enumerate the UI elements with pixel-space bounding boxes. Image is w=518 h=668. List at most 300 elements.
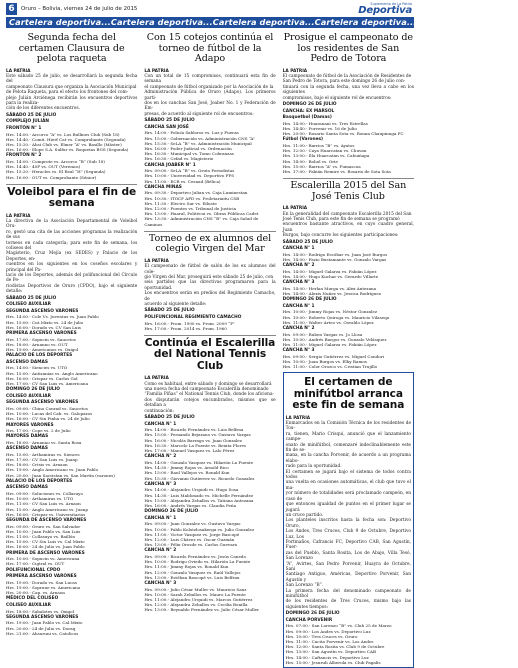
page-number: 6 [6, 3, 17, 15]
match-item: Hrs. 15:00.- Jesuruli Alberola vs. Club Pagalis [285, 659, 381, 665]
body-line: mana, en la cancha Porvenir, de acuerdo a un programa elabo- [285, 453, 411, 464]
match-item: Hrs. 09:00.- Sergio Gutiérrez vs. Miguel Condori [282, 353, 385, 359]
match-item: Hrs. 12:00.- Santa Rosita vs. Club 9 de Octubre [285, 644, 385, 650]
match-list [6, 428, 137, 433]
body-line: una nueva fecha del campeonato Escalerilla denominado [144, 387, 269, 393]
body-line: “A”, Avirtes, San Pedro Porvenir, Huayra de Octubre, Sani [285, 561, 411, 572]
match-item: Hrs. 17:00.- Prom. 2014 vs. Prom. 1960 [144, 325, 227, 331]
article-body [283, 74, 414, 101]
body-line: una vuelta en ocasiones automáticas, el club que tuvo el ma- [285, 480, 411, 491]
body-line: compromisos, bajo el siguiente rol de encuentros: [282, 95, 392, 101]
match-list [6, 452, 137, 478]
match-list [6, 314, 137, 330]
court-heading: CANCHA N° 2 [282, 325, 315, 331]
body-line: de Pelota Raqueta, para el efecto los frontones del com- [6, 90, 129, 96]
schedule-date: SÁBADO 25 DE JULIO [6, 295, 57, 301]
match-item: Hrs. 17:00.- Sopucin vs. Saucetos [6, 336, 76, 342]
court-heading: FRONTÓN N° 1 [6, 125, 42, 131]
match-item: Hrs. 10:00.- Lucas del Cab. vs. Galopazos [6, 411, 93, 417]
category-heading: SEGUNDA ASCENSO VARONES [6, 308, 79, 314]
body-line: Enmarcados en la Comisión Técnica de los residentes de Tou- [285, 421, 411, 432]
schedule-date: DOMINGO 26 DE JULIO [282, 101, 337, 107]
venue-heading: POLIFUNCIONAL CPDO [6, 567, 61, 573]
match-item: Hrs. 09:00.- Oruro vs. San Salvador [6, 523, 81, 529]
match-item: Hrs. 15:00.- Arthamiras vs. Siences [6, 451, 80, 457]
match-item: Hrs. 13:00.- Estéban Bascopé vs. Luis Belfrau [144, 574, 240, 580]
match-list [283, 121, 414, 137]
court-heading: CANCHA N° 1 [144, 515, 177, 521]
section-banner: Cartelera deportiva...Cartelera deportiva...Cartelera deportiva...Cartelera deportiva...Cartelera deportiva... [6, 17, 414, 28]
category-heading: Basquetbol (Damas) [282, 115, 332, 121]
match-item: Hrs. 18:00.- Sabalotes vs. Oxigol [6, 608, 74, 614]
match-item: Hrs. 13:00.- Félix Orosde vs. Carlos Guevara [144, 542, 238, 548]
article-columns [6, 28, 414, 665]
body-line: el campeonato de fútbol organizado por la Asociación de la [144, 84, 274, 90]
match-item: Hrs. 09:00.- Ruben Vargas vs. Jo Llosa [282, 331, 363, 337]
match-item: Hrs. 11:00.- Victor Vasquez vs. Jorge Bascopé [144, 531, 240, 537]
match-item: Hrs. 16:30.- Municipal vs. Tomo Cobranzas [144, 151, 234, 157]
body-line: dos disputarán cotejos encumbrados, mismos que se detallan a [144, 397, 276, 409]
body-line: dos en los canchas San José, Joaber No. 1 y Federación de Em- [144, 100, 276, 112]
match-list [144, 554, 275, 580]
match-item: Hrs. 14:00.- Alejandro Urquidi vs. Hugo Sosa [144, 487, 239, 493]
match-item: Hrs. 15:20.- Ahsi Club vs. Elmer “A” vs. Basillo (Máster) [6, 141, 122, 147]
article-body [6, 219, 137, 295]
match-item: Hrs. 17:00.- CV San Luis vs. Americana [6, 381, 89, 387]
match-item: Hrs. 16:00.- Prom. 1990 vs. Prom. 2009 “F” [144, 320, 236, 326]
body-line: ción de los diferentes encuentros. [6, 106, 80, 112]
match-item: Hrs. 20:00.- Cap. vs. Arnaon [6, 590, 65, 596]
article-headline: Prosigue el campeonato de los residentes de San Pedro de Totora [283, 32, 413, 64]
venue-heading: POLIFUNCIONAL REGIMIENTO CAMACHO [144, 315, 242, 321]
match-list [144, 168, 275, 184]
match-item: Hrs. 16:30.- Marcelo La Fuente vs. Benita Flores [144, 442, 246, 448]
article-byline: LA PATRIA [6, 213, 31, 219]
body-line: El campeonato de fútbol de salón de los ex alumnos del cole- [144, 264, 276, 275]
boxed-article [283, 372, 414, 668]
body-line: Como es habitual, entre sábado y domingo se desarrollará [144, 381, 272, 387]
venue-heading: CANCHA JOABER N° 1 [144, 162, 196, 168]
venue-heading: CANCHA PORVENIR [285, 617, 333, 623]
body-line: Magisterio, Cruz Mejía (ex SEDES) y Palacio de los Deportes, en- [6, 251, 138, 262]
body-line: Los Andes, Tres Cruces, Club 9 de Octubre, Deportivo Luz, Los [285, 529, 411, 540]
schedule-date: SÁBADO 25 DE JULIO [144, 415, 195, 421]
match-item: Hrs. 07:00.- San Lorenzo “B” vs. Club 25 de Marzo [285, 623, 392, 629]
match-item: Hrs. 10:00.- Andrés Burgos vs. Gonzalo Velásquez [282, 336, 387, 342]
match-item: Hrs. 10:00.- Roberto Quiroga vs. Mauricio Vilaseqa [282, 314, 390, 320]
match-item: Hrs. 09:00.- Chino Conrad vs. Saucetos [6, 406, 88, 412]
article-headline: Con 15 cotejos continúa el torneo de fútbol de la Adapo [146, 32, 274, 64]
body-line: lacio de los Deportes, además del polifuncional del Círculo de Pe- [6, 273, 138, 284]
match-item: Hrs. 14:00.- Policía Sabloros vs. Luz y Fuerza [144, 130, 239, 136]
court-heading: CANCHA N° 3 [282, 348, 315, 354]
body-line: La directiva de la Asociación Departamental de Voleibol Oru- [6, 218, 138, 230]
schedule-date: DOMINGO 26 DE JULIO [285, 611, 340, 617]
match-item: Hrs. 11:00.- Miguel Galarza vs. Fabián López [282, 341, 377, 347]
article-body [144, 264, 275, 307]
match-item: Hrs. 10:00.- Arthamiras vs. UTO [6, 496, 74, 502]
match-item: Hrs. 14:00.- Siencies vs. UTO [6, 365, 68, 371]
match-item: Hrs. 10:00.- Juan Pablo vs. San Luis [6, 528, 81, 534]
match-list [144, 487, 275, 508]
column-1 [6, 31, 138, 636]
match-item: Hrs. 12:00.- Gonzalo Vasquez vs. Raúl Vallejos [144, 569, 241, 575]
dateline: Oruro – Bolivia, viernes 24 de julio de 2015 [21, 5, 138, 12]
article-headline: Segunda fecha del certamen Clausura de pelota raqueta [18, 32, 125, 64]
article-body [6, 74, 137, 112]
category-heading: PRIMERA DE ASCENSO VARONES [6, 550, 85, 556]
body-line: tinuará con la segunda fecha, una vez lleva a cabo en los siguientes [282, 84, 414, 96]
body-line: riodistas Deportivos de Oruro (CPDO), bajo el siguiente detalle: [6, 283, 138, 295]
match-item: Hrs. 13:00.- Huaral, Politécni vs. Obras Públicas Cadet [144, 211, 259, 217]
article-byline: LA PATRIA [144, 68, 169, 74]
venue-heading: COMPLEJO JULIÁN [6, 119, 49, 125]
match-item: Hrs. 11:00.- Alejandro Urquidi vs. Marcos Gutiérrez [144, 596, 253, 602]
divider [144, 335, 275, 336]
match-item: Hrs. 17:00.- Manuel Vasquez vs. Lalo Pérez [144, 448, 235, 454]
venue-heading: COLISEO AUXILIAR [6, 603, 51, 609]
match-list [283, 332, 414, 348]
match-item: Hrs. 15:00.- Alejandra Zeballos vs. Tatiana Antezana [144, 497, 254, 503]
body-line: plejo Julián Arciénega recibirán los encuentros deportivos para la realiza- [6, 95, 138, 106]
divider [144, 231, 275, 232]
article-byline: LA PATRIA [282, 206, 308, 212]
match-item: Hrs. 11:00.- ECR vs. Cesnad (Bélica) [144, 178, 221, 184]
divider [283, 178, 414, 179]
match-item: Hrs. 13:30.- Administración CNS “B” vs. Caja Salud de [144, 216, 259, 222]
match-item: Hrs. 14:30.- Jimmy Rojas vs. Arnold Rico [144, 465, 229, 471]
venue-heading: PALACIO DE LOS DEPORTES [6, 478, 73, 484]
match-item: Hrs. 09:00.- SeLA “B” vs. Oruto Periodistas [144, 168, 235, 174]
match-item: Hrs. 11:30.- Electro Sur vs. Eiluste [144, 200, 217, 206]
article-byline: LA PATRIA [144, 258, 169, 264]
court-heading: CANCHA N° 3 [144, 481, 177, 487]
match-list [6, 524, 137, 550]
logo-wordmark: Deportiva [358, 5, 412, 16]
match-item: Hrs. 13:00.- Illa Huarcatan vs. Cahuiñapa [282, 153, 370, 159]
match-item: Hrs. 16:00.- Crispar vs. Universitarios [6, 511, 86, 517]
match-item: Hrs. 14:40.- 40F vs. OUT (Veremos) [6, 164, 81, 170]
match-list [144, 427, 275, 453]
match-item: Hrs. 20:00.- Rosario Santa Sota vs. Ronan Chaupinuga FC [282, 131, 404, 137]
body-line: yor número de totalidades será proclamado campeón, en caso de [285, 491, 411, 502]
match-item: Hrs. 14:00.- Huaranani vs. Tres Estrellas [282, 120, 368, 126]
article-headline: El certamen de minifútbol arranca este fin de semana [292, 376, 405, 412]
schedule-date: SÁBADO 25 DE JULIO [282, 239, 333, 245]
body-line: continuación: [144, 408, 174, 414]
match-list [144, 587, 275, 613]
match-item: Hrs. 14:00.- Arcorco “A” vs. Los Bullines Club (Sub 18) [6, 131, 120, 137]
body-line: presas, de acuerdo al siguiente rol de encuentros: [144, 111, 254, 117]
match-item: Hrs. 18:00.- Crtsis vs. Arnaon [6, 462, 68, 468]
match-item: Hrs. 10:00.- Sarah Zeballos vs. Mauro La Fuente [144, 591, 246, 597]
match-item: Hrs. 14:40.- Porvenir vs. 16 de Julio [282, 125, 357, 131]
match-item: Hrs. 19:00.- Juan Pablo vs. Cal.Mixto [6, 620, 83, 626]
match-item: Hrs. 15:00.- Barrios “A” vs. Fumascoa [282, 163, 361, 169]
body-line: onato de minifútbol, comenzaré indeclinablemente este fin de se- [285, 442, 411, 454]
match-list [144, 321, 275, 331]
match-item: Hrs. 09:00.- Julio César Muller vs. Mauricio Sanz [144, 586, 247, 592]
venue-heading: CANCHA SAN JOSÉ [144, 124, 189, 130]
body-line: campeonato Clausura que organiza la Asociación Municipal [6, 84, 137, 90]
match-item: Hrs. 15:00.- CV Sin Luis vs. Cal Mixto [6, 539, 85, 545]
category-heading: ASCENSO DAMAS [6, 446, 48, 452]
court-heading: CANCHA N° 3 [144, 580, 177, 586]
match-item: Hrs. 11:00.- Walter Arteo vs. Osvaldo López [282, 319, 374, 325]
match-item: Hrs. 14:00.- Herlan Murga vs. Alex Antezana [282, 285, 377, 291]
article-headline: Torneo de ex alumnos del colegio Virgen del Mar [148, 232, 272, 255]
match-item: Hrs. 09:00.- Los Andes vs. Deportivo Luz [285, 628, 371, 634]
match-item: Hrs. 17:00.- Cigtral vs. OUT [6, 561, 65, 567]
schedule-date: DOMINGO 26 DE JULIO [144, 509, 199, 515]
category-heading: Fútbol (Varones) [282, 137, 324, 143]
match-item: Hrs. 18:00.- Arnanno vs. Santa Rosa [6, 440, 82, 446]
match-item: Hrs. 13:00.- San Agustín vs. Deportivo CAB [285, 649, 376, 655]
schedule-date: SÁBADO 25 DE JULIO [144, 308, 195, 314]
match-item: Hrs. 19:00.- Americanos vs. Oxigol [6, 347, 79, 353]
match-item: Hrs. 15:00.- Gobernación vs. Administración CNS “A” [144, 135, 255, 141]
match-item: Hrs. 16:00.- Elope S.A. Sulfur vs. Roquetas BGS (Segunda) [6, 147, 129, 153]
column-2 [144, 31, 276, 613]
body-line: José Tenis Club, para este fin de semana se programó [282, 216, 400, 222]
body-line: de los residentes de Tres Cruces, mismo bajo las siguientes tiempos: [285, 599, 411, 610]
schedule-date: SÁBADO 25 DE JULIO [6, 112, 57, 118]
court-heading: FRONTÓN N° 2 [6, 153, 42, 159]
supplement-logo [338, 2, 412, 16]
match-item: Hrs. 14:00.- Alexis Nuñez vs. Jessica Rodríguez [282, 290, 382, 296]
match-item: Hrs. 16:00.- OUT vs. Comprobante (Sénior) [6, 174, 97, 180]
match-list [6, 406, 137, 422]
body-line: Portmaños, Cafrancis FC, Deportivo CAB, San Agustín, Fuer- [285, 539, 411, 551]
venue-heading: PALACIO DE LOS DEPORTES [6, 353, 73, 359]
article-body [144, 74, 275, 117]
match-list [283, 354, 414, 370]
match-list [144, 190, 275, 226]
match-item: Hrs. 15:00.- Raul Vallejos vs. Ronald Kun [144, 470, 230, 476]
schedule-date: DOMINGO 26 DE JULIO [282, 297, 337, 303]
body-line: un cruce partido. [285, 512, 324, 518]
body-line: acuerdo al siguiente detalle: [144, 302, 207, 308]
body-line: Los planteles inscritos hasta la fecha son: Deportivo Oruro, [285, 518, 411, 529]
category-heading: PRIMERA ASCENSO VARONES [6, 574, 77, 580]
match-item: Hrs. 10:00.- Juan Burgos vs. Elky Ramos [282, 358, 367, 364]
match-item: Hrs. 19:00.- Dorado vs. San Lucas [6, 579, 77, 585]
match-list [6, 556, 137, 566]
match-item: Hrs. 16:00.- Andrés Vargas vs. Claudia Peña [144, 502, 237, 508]
body-line: seis partidos que las directivas programaron para la oportunidad. [144, 280, 276, 291]
article-body [286, 421, 411, 610]
body-line: encuentros bastante atractivos, en cuyo cuadro general, Juan [282, 222, 414, 233]
match-item: Hrs. 19:00.- Soprune vs. Americano [6, 585, 81, 591]
match-list [144, 460, 275, 481]
match-item: Hrs. 14:00.- Gonzalo Vasquez vs. Hilarión La Fuente [144, 459, 254, 465]
body-line: San Lorenzo “B”. [285, 583, 324, 589]
match-item: Hrs. 12:00.- Fuentes vs. Tribunal de Justicia [144, 205, 237, 211]
page-header [6, 0, 414, 17]
match-list [144, 130, 275, 161]
venue-heading: COLISEO AUXILIAR [6, 302, 51, 308]
match-item: Hrs. 14:00.- Rodrigo Escóbar vs. Juan José Burgos [282, 251, 388, 257]
match-item: Hrs. 12:00.- Caya Huarcatan vs. Chuvan [282, 148, 367, 154]
body-line: gio Virgen del Mar, proseguirá este sábado 25 de julio, con [144, 275, 274, 280]
match-item: Hrs. 15:00.- Fernando Bejarano vs. Gustavo Vargas [144, 432, 251, 438]
match-item: Hrs. 14:00.- Caftancis vs. Deportivo Luz [285, 654, 369, 660]
article-headline: Continúa el Escalerilla del National Tennis Club [144, 337, 276, 372]
match-item: Hrs. 11:00.- CV San Luis vs. Arnaon [6, 501, 81, 507]
schedule-date: MÉDICO DEL COLISEO [6, 596, 59, 602]
match-item: Hrs. 20:00.- 24 de Julio vs. Doraq [6, 625, 76, 631]
category-heading: MAYORES DAMAS [6, 434, 49, 440]
match-list [283, 269, 414, 279]
schedule-date: SÁBADO 25 DE JULIO [144, 118, 195, 124]
body-line: Este sábado 25 de julio, se desarrollará la segunda fecha del [6, 73, 138, 85]
match-item: Hrs. 10:30.- ITOCP AFD vs. Proletariaitu CSB [144, 195, 240, 201]
match-item: Hrs. 16:00.- 24 de Julio vs. Juan Pablo [6, 544, 85, 550]
match-item: Hrs. 17:00.- Cope vs. 2 de Julio [6, 428, 71, 434]
match-item: Hrs. 12:00.- Luis Chávez vs. Oscar Guzmán [144, 536, 235, 542]
body-line: Con un total de 15 compromisos, continuará esta fin de semana [144, 73, 276, 85]
match-item: Hrs. 15:30.- SeLA “B” vs. Administración Municipal [144, 140, 252, 146]
article-body [283, 212, 414, 239]
match-item: Hrs. 16:00.- Dorado vs. CV San Luis [6, 324, 81, 330]
match-list [6, 609, 137, 614]
body-line: “Familia Piñas” el National Tennis Club, donde los aficiona- [144, 392, 274, 398]
category-heading: MAYORES VARONES [6, 422, 54, 428]
match-list [144, 521, 275, 547]
match-list [283, 286, 414, 296]
match-item: Hrs. 15:00.- Anglo Americano vs. Juanp [6, 506, 88, 512]
schedule-date: DOMINGO 26 DE JULIO [6, 387, 60, 393]
match-item: Hrs. 12:00.- Alejandra Zeballos vs. Cecilia Bonilla [144, 602, 248, 608]
body-line: Burgos, bajo concurre los siguientes participaciones: [282, 233, 399, 239]
match-item: Hrs. 21:00.- Ahsuruni vs. Catolicos [6, 630, 79, 636]
match-item: Hrs. 15:00.- Antizanias vs. Anglo Americano [6, 370, 98, 376]
match-item: Hrs. 19:00.- Anglo Americano vs. Juan Pablo [6, 467, 99, 473]
match-list [283, 252, 414, 262]
article-headline: Voleibol para el fin de semana [7, 185, 137, 210]
match-list [6, 440, 137, 445]
body-line: San Pedro de Totora, para este domingo 26 de julio con- [282, 79, 406, 85]
match-item: Hrs. 14:00.- Comprote vs. Arcorco “B” (Sub 18) [6, 158, 105, 164]
match-item: Hrs. 09:00.- Ricardo Fernández vs. Jesús Canedo [144, 553, 246, 559]
match-item: Hrs. 14:00.- Cole Vs. Juventus vs. Juan Pablo [6, 314, 99, 320]
match-item: Hrs. 10:00.- Pablo Kolotzlosakerga vs. Julio Gonzalez [144, 526, 255, 532]
body-line: torneos en cada categoría; para este fin de semana, los coliseos del [6, 240, 138, 251]
match-list [6, 337, 137, 353]
match-item: Hrs. 20:00.- Juan Sacristan vs. San Martín (varones) [6, 472, 115, 478]
match-item: Hrs. 14:00.- Miguel Galarza vs. Fabián López [282, 268, 377, 274]
category-heading: PRIMERA ASCENSO VARONES [6, 331, 77, 337]
match-list [283, 143, 414, 174]
match-item: Hrs. 16:00.- Nicolás Barrago vs. Juan Gonzalez [144, 437, 242, 443]
article-headline: Escalerilla 2015 del San José Tenis Club [290, 180, 407, 202]
body-line: Administración Pública de Oruro (Adapo). Los primeros parti- [144, 90, 276, 101]
court-heading: CANCHA N° 1 [282, 246, 315, 252]
article-byline: LA PATRIA [282, 68, 308, 74]
match-item: Hrs. 16:30.- Cefad vs. Magisterio [144, 156, 214, 162]
body-line: En la generalidad del campeonato Escalerilla 2015 del San [282, 211, 412, 217]
category-heading: SEGUNDA DE ASCENSO VARONES [6, 518, 87, 524]
match-item: Hrs. 10:00.- Tres Cruces vs. Oruro [285, 633, 358, 639]
match-item: Hrs. 10:00.- Rodrigo Oviedo vs. Hilarión La Fuente [144, 559, 251, 565]
match-item: Hrs. 11:00.- Color Orozco vs. Cristian Trujillo [282, 364, 378, 370]
logo-tagline: Suplemento de La Patria [370, 2, 412, 6]
match-list [6, 159, 137, 180]
match-item: Hrs. 17:00.- CV San Luis vs. Juanp [6, 457, 78, 463]
match-item: Hrs. 16:00.- CV Sin Pinha vs. 24 de Julio [6, 416, 90, 422]
body-line: rado para la oportunidad. [285, 464, 342, 470]
match-item: Hrs. 15:30.- Giovanni Gutierrez vs. Ricardo Gonzalez [144, 475, 255, 481]
court-heading: CANCHA N° 1 [282, 303, 315, 309]
match-list [6, 132, 137, 153]
venue-heading: COLISEO AUXILIAR [6, 393, 51, 399]
match-item: Hrs. 17:00.- Fabián Remire vs. Rosario de Sota Sota [282, 168, 391, 174]
body-line: La primera fecha del denominado campeonato de minifútbol [285, 588, 411, 599]
body-line: Los encuentros serán en predios del Regimiento Camacho, de [144, 291, 276, 302]
category-heading: ASCENSO DAMAS [6, 359, 48, 365]
match-item: Hrs. 11:00.- Jimmy Rojas vs. Ronald Kun [144, 564, 229, 570]
match-list [6, 620, 137, 636]
match-item: Hrs. 18:00.- Arnanno vs. OUT [6, 341, 68, 347]
match-list [6, 365, 137, 386]
match-item: Hrs. 09:00.- Soluciones vs. Collasuyo [6, 491, 83, 497]
category-heading: SEGUNDA ASCENSO VARONES [6, 400, 79, 406]
match-item: Hrs. 14:30.- Luis Maldonado vs. Michelle Fernández [144, 492, 254, 498]
court-heading: CANCHA N° 2 [282, 263, 315, 269]
match-list [286, 623, 411, 665]
category-heading: ASCENSO DAMAS [6, 485, 48, 491]
match-item: Hrs. 15:20.- Heracles vs. El Real “H” (Segunda) [6, 169, 106, 175]
body-line: cuentros en los siguientes en los coseños escolares y principal del Pa- [6, 262, 138, 273]
match-item: Hrs. 10:00.- Jimmy Rojas vs. Néstor Gonzalez [282, 309, 378, 315]
match-item: Hrs. 10:00.- Sopucin vs. Americana [6, 556, 80, 562]
court-heading: CANCHA N° 3 [282, 280, 315, 286]
match-item: Hrs. 10:00.- Universidad vs. Deportivo FPS [144, 173, 235, 179]
article-byline: LA PATRIA [144, 376, 169, 382]
body-line: El certamen se jugará bajo el sistema de todos contra todos [285, 469, 411, 481]
court-heading: CANCHA N° 2 [144, 454, 177, 460]
venue-heading: CANCHA MINAS [144, 184, 182, 190]
body-line: ra, tienen, Mario Crisqui, anunció que el lanzamiento campe- [285, 431, 411, 443]
match-list [6, 580, 137, 596]
body-line: que entonces igualdad de puntos en el primer lugar se jugará [285, 502, 411, 513]
match-item: Hrs. 14:40.- Comit. Hierf Cat vs. Comprobante (Segunda) [6, 136, 126, 142]
venue-heading: CANCHA: EX MARSOL [282, 108, 335, 114]
match-item: Hrs. 16:00.- Crispar vs. Carlos Gol [6, 375, 78, 381]
match-item: Hrs. 16:00.- Poder Judicial vs. Ordenación [144, 145, 232, 151]
match-item: Caminos [144, 221, 163, 227]
match-item: Hrs. 09:00.- Juan Gonzalez vs. Gustavo Vargas [144, 521, 241, 527]
body-line: zas del Pueblo, Santa Rosita, Los de Abajo, Villa Tesó, San Lorenzo [285, 550, 411, 562]
match-item: Hrs. 09:30.- Deportivo Julian vs. Caja Luminestan [144, 190, 248, 196]
court-heading: CANCHA N° 1 [144, 421, 177, 427]
match-item: Hrs. 11:00.- Barrios “B” vs. Ayatos [282, 142, 355, 148]
match-item: Hrs. 15:00.- Cut.Mixto vs. 24 de Julio [6, 319, 84, 325]
divider [6, 184, 137, 185]
match-item: Hrs. 11:00.- Cacita Porvenir vs. Los Andes [285, 639, 374, 645]
match-item: Hrs. 11:00.- Collasuyo vs. Baillón [6, 534, 75, 540]
article-byline: LA PATRIA [6, 68, 31, 74]
body-line: El campeonato de fútbol de la Asociación de Residentes de [282, 73, 412, 79]
match-item: Hrs. 14:00.- Bohol vs. Orie [282, 158, 338, 164]
body-line: ro, gestó una cita de las acciones programas la realización de sus [6, 229, 138, 241]
body-line: Santiago Antiguo, Américas, Deportivo Porvenir, San Agustín y [285, 572, 411, 583]
match-item: Hrs. 14:00.- Fazio Bustamante vs. Gonzalo Vargas [282, 256, 387, 262]
category-heading: SEGUNDA ASCENSO VARONES [6, 614, 79, 620]
match-item: Hrs. 14:00.- Ricardo Fernández vs. Luis Belfrau [144, 427, 244, 433]
match-list [283, 309, 414, 325]
article-byline: LA PATRIA [285, 415, 311, 421]
